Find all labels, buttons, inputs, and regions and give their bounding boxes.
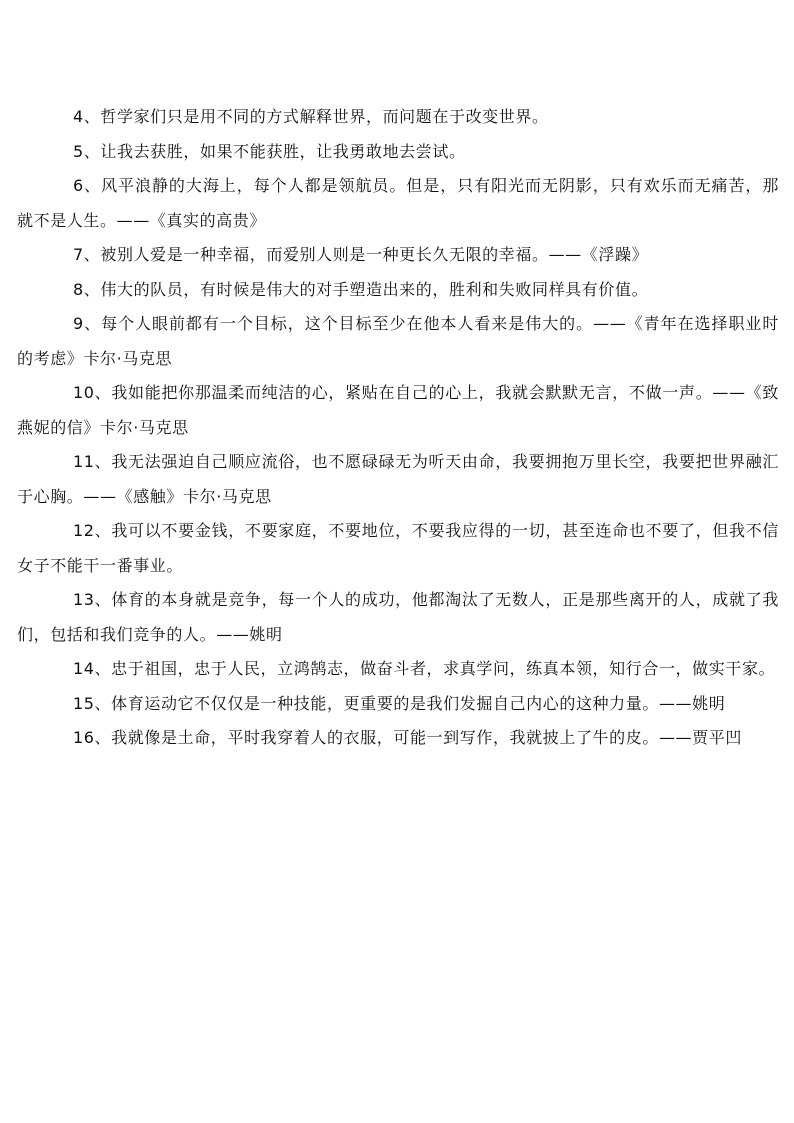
quote-paragraph: 13、体育的本身就是竞争，每一个人的成功，他都淘汰了无数人，正是那些离开的人，成就了我们，包括和我们竞争的人。——姚明 [17,590,779,644]
document-body [17,100,779,756]
quote-paragraph: 4、哲学家们只是用不同的方式解释世界，而问题在于改变世界。 [73,107,549,126]
quote-paragraph: 11、我无法强迫自己顺应流俗，也不愿碌碌无为听天由命，我要拥抱万里长空，我要把世界融汇于心胸。——《感触》卡尔·马克思 [17,452,779,506]
quote-paragraph: 15、体育运动它不仅仅是一种技能，更重要的是我们发掘自己内心的这种力量。——姚明 [73,693,726,713]
quote-paragraph: 16、我就像是土命，平时我穿着人的衣服，可能一到写作，我就披上了牛的皮。——贾平凹 [73,728,742,747]
quote-paragraph: 8、伟大的队员，有时候是伟大的对手塑造出来的，胜利和失败同样具有价值。 [73,279,649,299]
quote-paragraph: 6、风平浪静的大海上，每个人都是领航员。但是，只有阳光而无阴影，只有欢乐而无痛苦，那就不是人生。——《真实的高贵》 [17,176,779,230]
quote-paragraph: 5、让我去获胜，如果不能获胜，让我勇敢地去尝试。 [73,141,466,161]
quote-paragraph: 9、每个人眼前都有一个目标，这个目标至少在他本人看来是伟大的。——《青年在选择职业时的考虑》卡尔·马克思 [17,314,779,368]
quote-paragraph: 12、我可以不要金钱，不要家庭，不要地位，不要我应得的一切，甚至连命也不要了，但我不信女子不能干一番事业。 [17,521,779,575]
quote-paragraph: 14、忠于祖国，忠于人民，立鸿鹄志，做奋斗者，求真学问，练真本领，知行合一，做实干家。 [73,659,776,678]
quote-paragraph: 7、被别人爱是一种幸福，而爱别人则是一种更长久无限的幸福。——《浮躁》 [73,245,649,264]
quote-paragraph: 10、我如能把你那温柔而纯洁的心，紧贴在自己的心上，我就会默默无言，不做一声。——《致燕妮的信》卡尔·马克思 [17,383,779,437]
